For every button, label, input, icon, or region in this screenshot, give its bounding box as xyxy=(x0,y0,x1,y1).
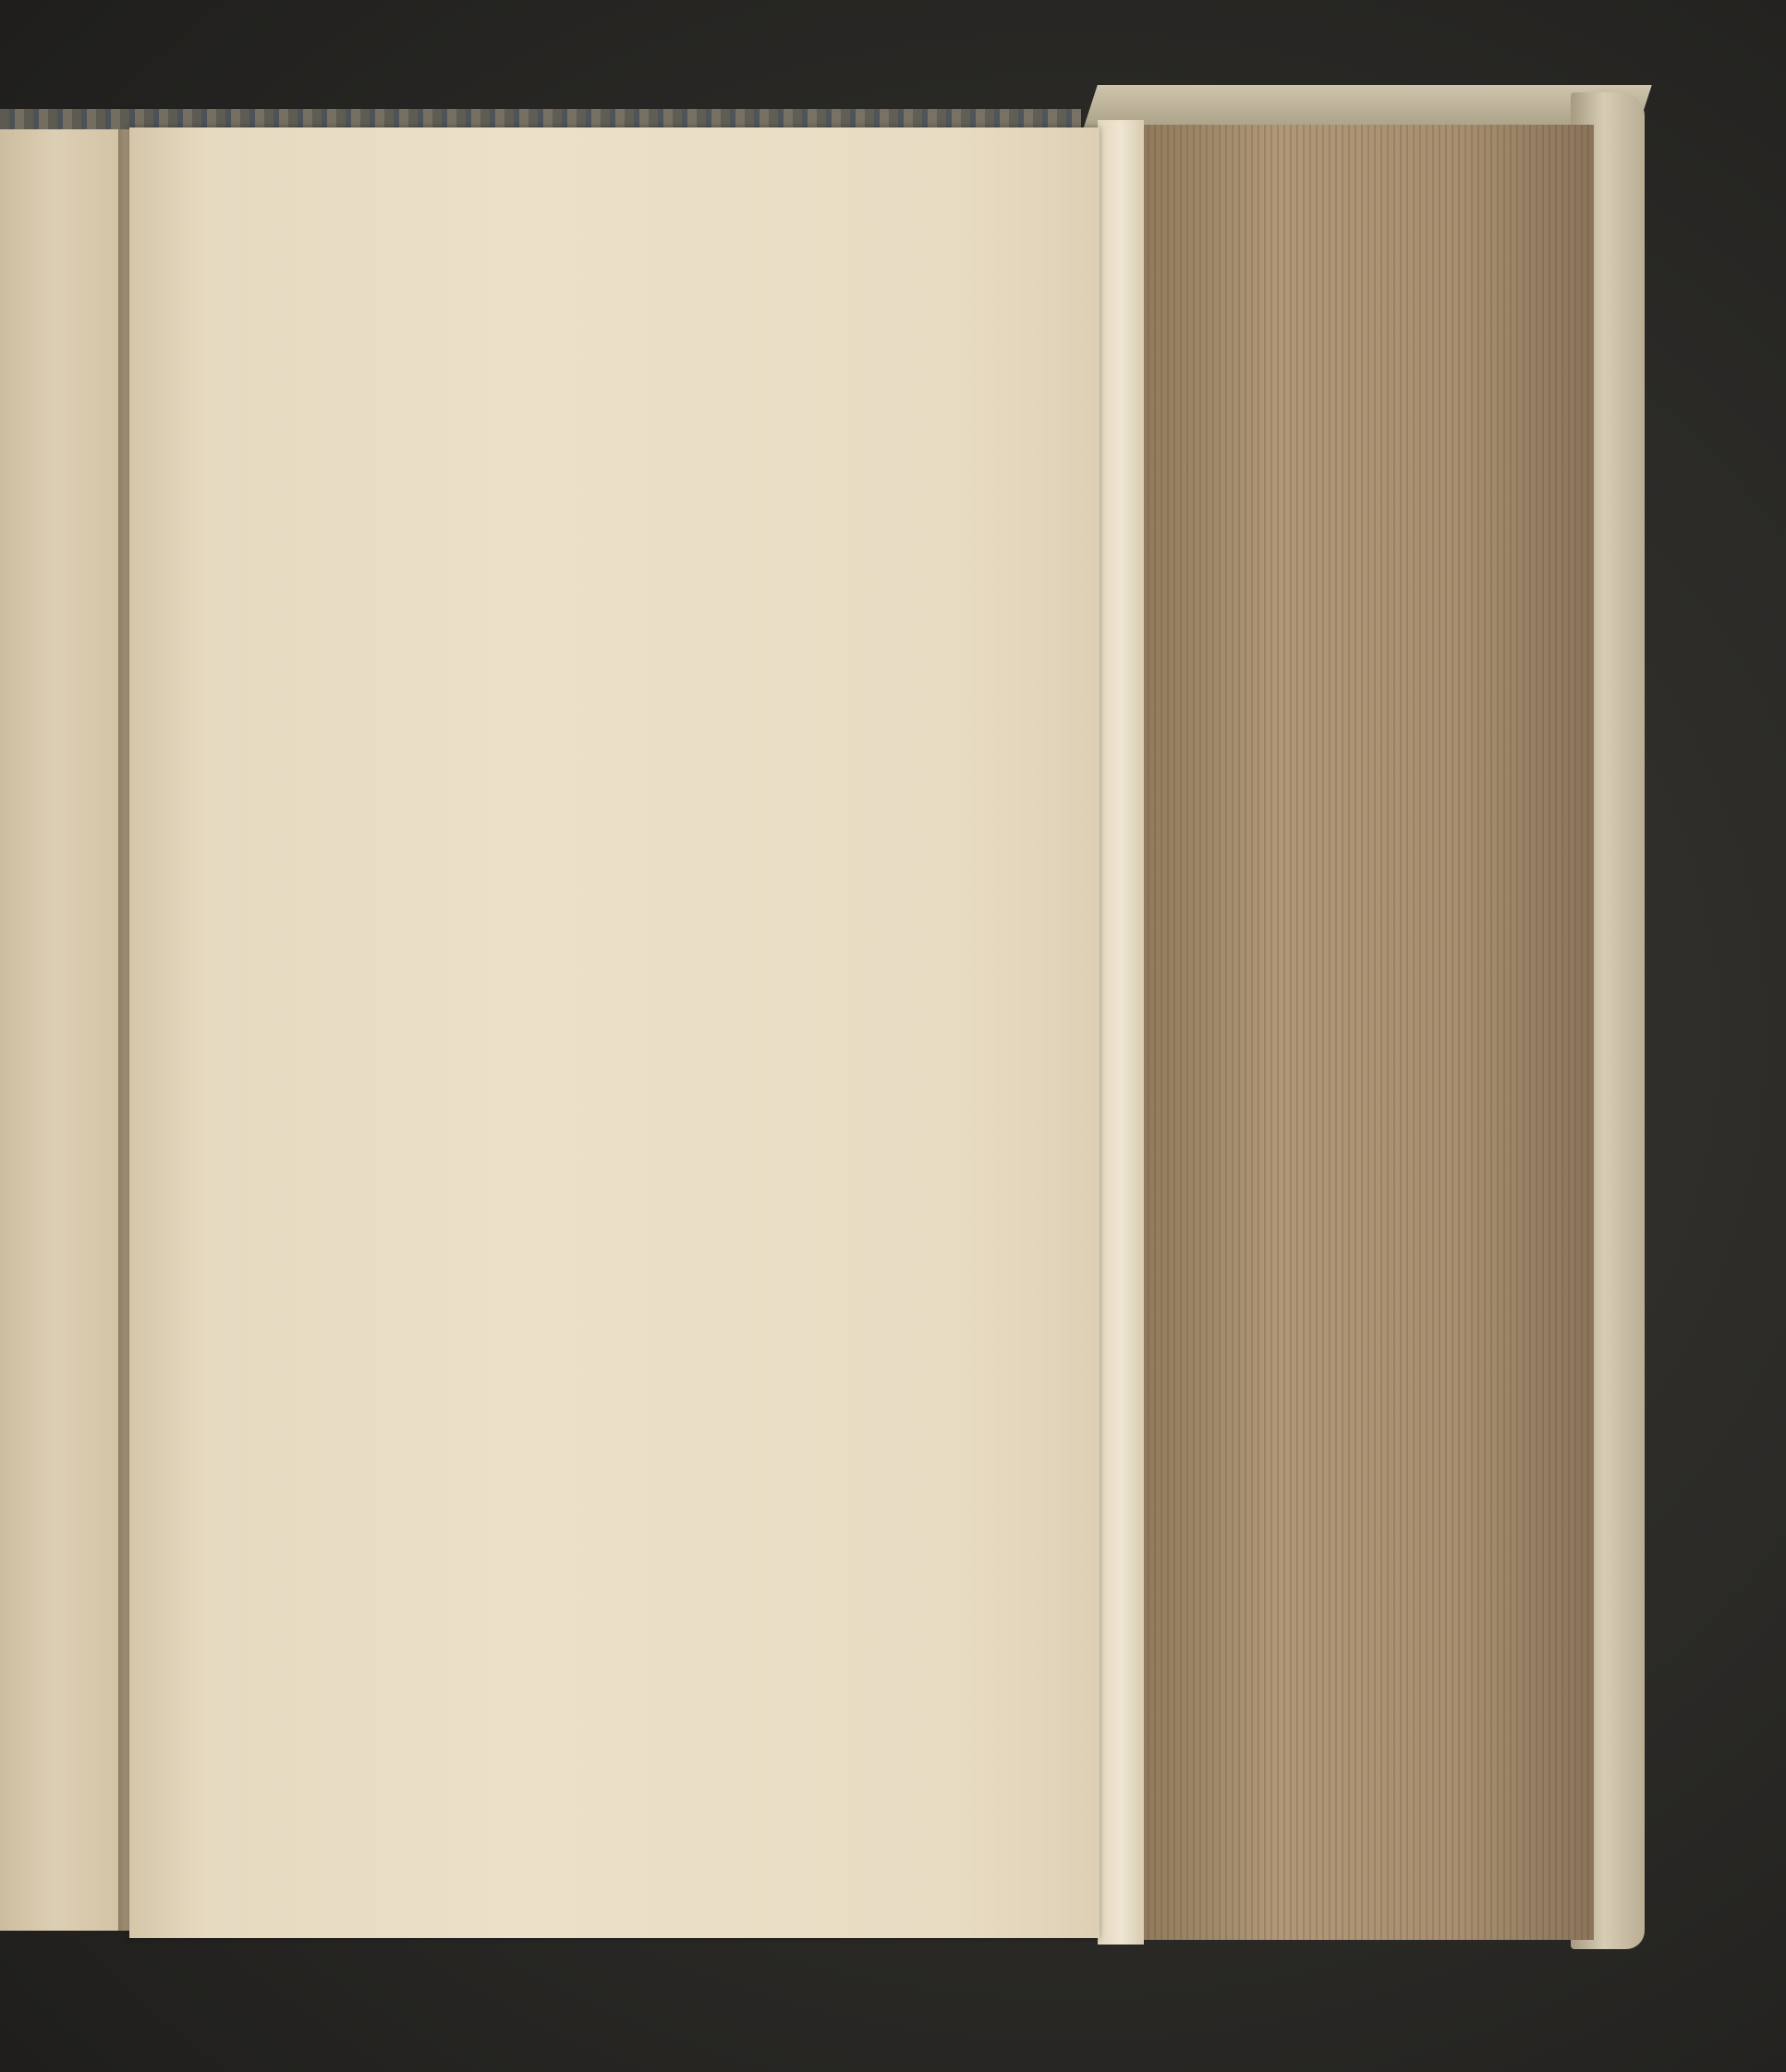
page-edge-margin xyxy=(1098,120,1144,1945)
page-block-fore-edge xyxy=(1141,125,1594,1940)
book-cover-top xyxy=(1083,85,1652,129)
right-page xyxy=(129,127,1100,1938)
